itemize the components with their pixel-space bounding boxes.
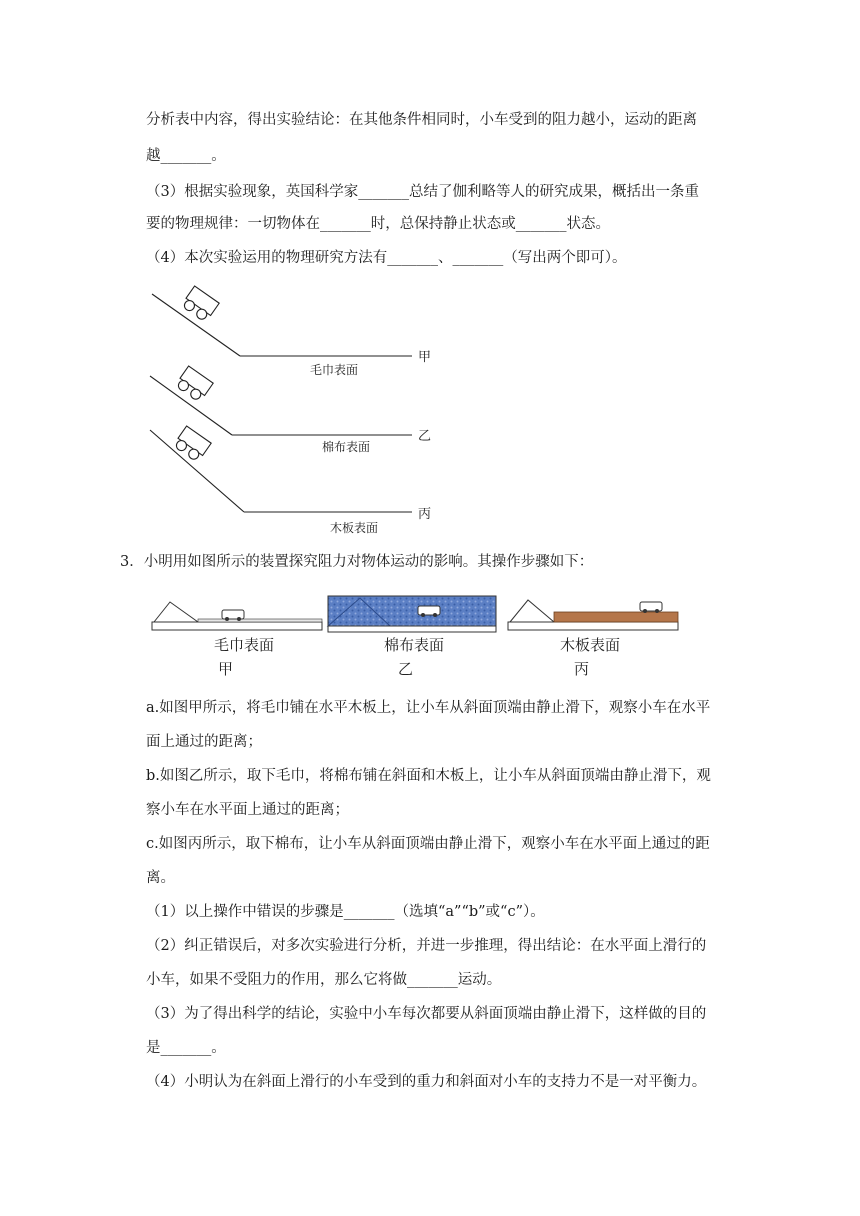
q3-step-b-line2: 察小车在水平面上通过的距离；	[146, 802, 349, 818]
q3-part2-line1: （2）纠正错误后，对多次实验进行分析，并进一步推理，得出结论：在水平面上滑行的	[146, 938, 707, 954]
setup-towel	[152, 602, 322, 678]
caption-wood: 木板表面	[330, 521, 379, 535]
q3-step-c-line2: 离。	[146, 870, 175, 886]
cart-icon	[175, 366, 213, 403]
incline-wood	[150, 426, 412, 512]
caption-cotton: 棉布表面	[322, 440, 371, 454]
q3-part3-line2: 是_______。	[146, 1040, 226, 1056]
cart-icon	[173, 426, 211, 463]
incline-towel	[152, 286, 412, 356]
caption-cotton: 棉布表面	[384, 636, 445, 654]
q3-part1: （1）以上操作中错误的步骤是_______（选填“a”“b”或“c”）。	[146, 904, 545, 920]
marker-yi: 乙	[398, 660, 414, 678]
setup-wood	[508, 600, 678, 678]
incline-cotton	[150, 366, 412, 435]
caption-towel: 毛巾表面	[310, 363, 359, 377]
setup-cotton	[328, 596, 496, 678]
q3-step-c-line1: c.如图丙所示，取下棉布，让小车从斜面顶端由静止滑下，观察小车在水平面上通过的距	[146, 836, 710, 852]
marker-bing: 丙	[418, 507, 432, 522]
q3-part4: （4）小明认为在斜面上滑行的小车受到的重力和斜面对小车的支持力不是一对平衡力。	[146, 1074, 707, 1090]
cart-icon	[181, 286, 219, 323]
cart-icon	[640, 602, 662, 613]
incline-figure-1	[140, 280, 450, 540]
marker-jia: 甲	[418, 350, 432, 365]
incline-figure-2	[150, 588, 690, 682]
q3-step-a-line2: 面上通过的距离；	[146, 734, 262, 750]
q2-part4: （4）本次实验运用的物理研究方法有_______、_______（写出两个即可）。	[146, 250, 627, 266]
q2-part3-line2: 要的物理规律：一切物体在_______时，总保持静止状态或_______状态。	[146, 216, 610, 232]
q3-stem: 3．小明用如图所示的装置探究阻力对物体运动的影响。其操作步骤如下：	[120, 554, 594, 570]
q3-part2-line2: 小车，如果不受阻力的作用，那么它将做_______运动。	[146, 972, 502, 988]
marker-jia: 甲	[218, 660, 234, 678]
marker-bing: 丙	[574, 660, 590, 678]
caption-towel: 毛巾表面	[214, 636, 275, 654]
q2-conclusion-line2: 越_______。	[146, 148, 226, 164]
q3-step-a-line1: a.如图甲所示，将毛巾铺在水平木板上，让小车从斜面顶端由静止滑下，观察小车在水平	[146, 700, 711, 716]
caption-wood: 木板表面	[560, 636, 621, 654]
cart-icon	[222, 610, 244, 621]
q2-conclusion-line1: 分析表中内容，得出实验结论：在其他条件相同时，小车受到的阻力越小，运动的距离	[146, 112, 697, 128]
q3-part3-line1: （3）为了得出科学的结论，实验中小车每次都要从斜面顶端由静止滑下，这样做的目的	[146, 1006, 707, 1022]
q2-part3-line1: （3）根据实验现象，英国科学家_______总结了伽利略等人的研究成果，概括出一条重	[146, 184, 699, 200]
q3-step-b-line1: b.如图乙所示，取下毛巾，将棉布铺在斜面和木板上，让小车从斜面顶端由静止滑下，观	[146, 768, 711, 784]
cart-icon	[418, 606, 440, 617]
marker-yi: 乙	[418, 429, 432, 444]
